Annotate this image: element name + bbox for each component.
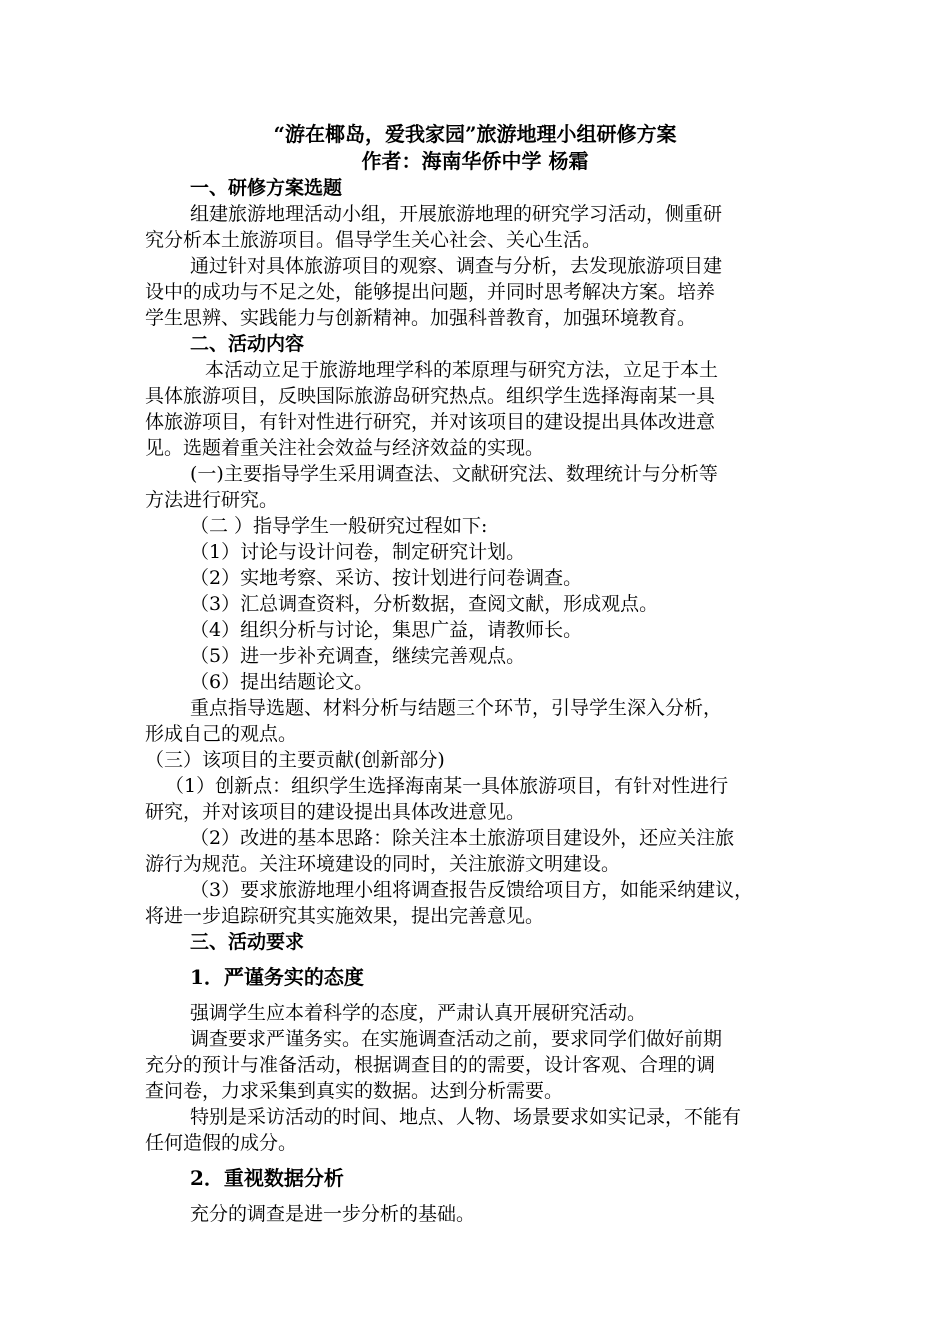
paragraph-line: 组建旅游地理活动小组，开展旅游地理的研究学习活动，侧重研 <box>190 203 723 225</box>
document-title: “游在椰岛，爱我家园”旅游地理小组研修方案 <box>273 122 677 146</box>
paragraph-line: 究分析本土旅游项目。倡导学生关心社会、关心生活。 <box>145 229 602 251</box>
section-heading-3: 三、活动要求 <box>190 931 305 953</box>
paragraph-line: 充分的调查是进一步分析的基础。 <box>190 1203 476 1225</box>
paragraph-line: 见。选题着重关注社会效益与经济效益的实现。 <box>145 437 545 459</box>
section-heading-2: 二、活动内容 <box>190 333 305 355</box>
paragraph-line: 设中的成功与不足之处，能够提出问题，并同时思考解决方案。培养 <box>145 281 716 303</box>
paragraph-line: 方法进行研究。 <box>145 489 279 511</box>
paragraph-line: （1）创新点：组织学生选择海南某一具体旅游项目，有针对性进行 <box>165 775 729 797</box>
list-item: （3）汇总调查资料，分析数据，查阅文献，形成观点。 <box>190 593 659 615</box>
paragraph-line: 本活动立足于旅游地理学科的苯原理与研究方法，立足于本土 <box>205 359 719 381</box>
paragraph-line: （二 ）指导学生一般研究过程如下: <box>190 515 488 537</box>
paragraph-line: 具体旅游项目，反映国际旅游岛研究热点。组织学生选择海南某一具 <box>145 385 716 407</box>
paragraph-line: 查问卷，力求采集到真实的数据。达到分析需要。 <box>145 1080 564 1102</box>
paragraph-line: （3）要求旅游地理小组将调查报告反馈给项目方，如能采纳建议， <box>190 879 754 901</box>
list-item: （5）进一步补充调查，继续完善观点。 <box>190 645 526 667</box>
paragraph-line: 强调学生应本着科学的态度，严肃认真开展研究活动。 <box>190 1002 647 1024</box>
paragraph-line: 游行为规范。关注环境建设的同时，关注旅游文明建设。 <box>145 853 621 875</box>
document-author: 作者：海南华侨中学 杨霜 <box>361 149 589 173</box>
paragraph-line: （2）改进的基本思路：除关注本土旅游项目建设外，还应关注旅 <box>190 827 735 849</box>
list-item: （6）提出结题论文。 <box>190 671 374 693</box>
paragraph-line: 通过针对具体旅游项目的观察、调查与分析，去发现旅游项目建 <box>190 255 723 277</box>
paragraph-line: 形成自己的观点。 <box>145 723 298 745</box>
paragraph-line: 调查要求严谨务实。在实施调查活动之前，要求同学们做好前期 <box>190 1028 723 1050</box>
list-item: （1）讨论与设计问卷，制定研究计划。 <box>190 541 526 563</box>
list-item: （4）组织分析与讨论，集思广益，请教师长。 <box>190 619 583 641</box>
paragraph-line: 重点指导选题、材料分析与结题三个环节，引导学生深入分析， <box>190 697 723 719</box>
paragraph-line: 研究，并对该项目的建设提出具体改进意见。 <box>145 801 526 823</box>
paragraph-line: （三）该项目的主要贡献(创新部分) <box>145 749 445 771</box>
section-heading-1: 一、研修方案选题 <box>190 177 343 199</box>
paragraph-line: 体旅游项目，有针对性进行研究，并对该项目的建设提出具体改进意 <box>145 411 716 433</box>
paragraph-line: 任何造假的成分。 <box>145 1132 298 1154</box>
paragraph-line: 特别是采访活动的时间、地点、人物、场景要求如实记录，不能有 <box>190 1106 742 1128</box>
paragraph-line: 充分的预计与准备活动，根据调查目的的需要，设计客观、合理的调 <box>145 1054 716 1076</box>
list-item: （2）实地考察、采访、按计划进行问卷调查。 <box>190 567 583 589</box>
subsection-heading-2: 2．重视数据分析 <box>190 1166 344 1190</box>
paragraph-line: (一)主要指导学生采用调查法、文献研究法、数理统计与分析等 <box>190 463 718 485</box>
paragraph-line: 将进一步追踪研究其实施效果，提出完善意见。 <box>145 905 545 927</box>
paragraph-line: 学生思辨、实践能力与创新精神。加强科普教育，加强环境教育。 <box>145 307 697 329</box>
subsection-heading-1: 1．严谨务实的态度 <box>190 965 364 989</box>
